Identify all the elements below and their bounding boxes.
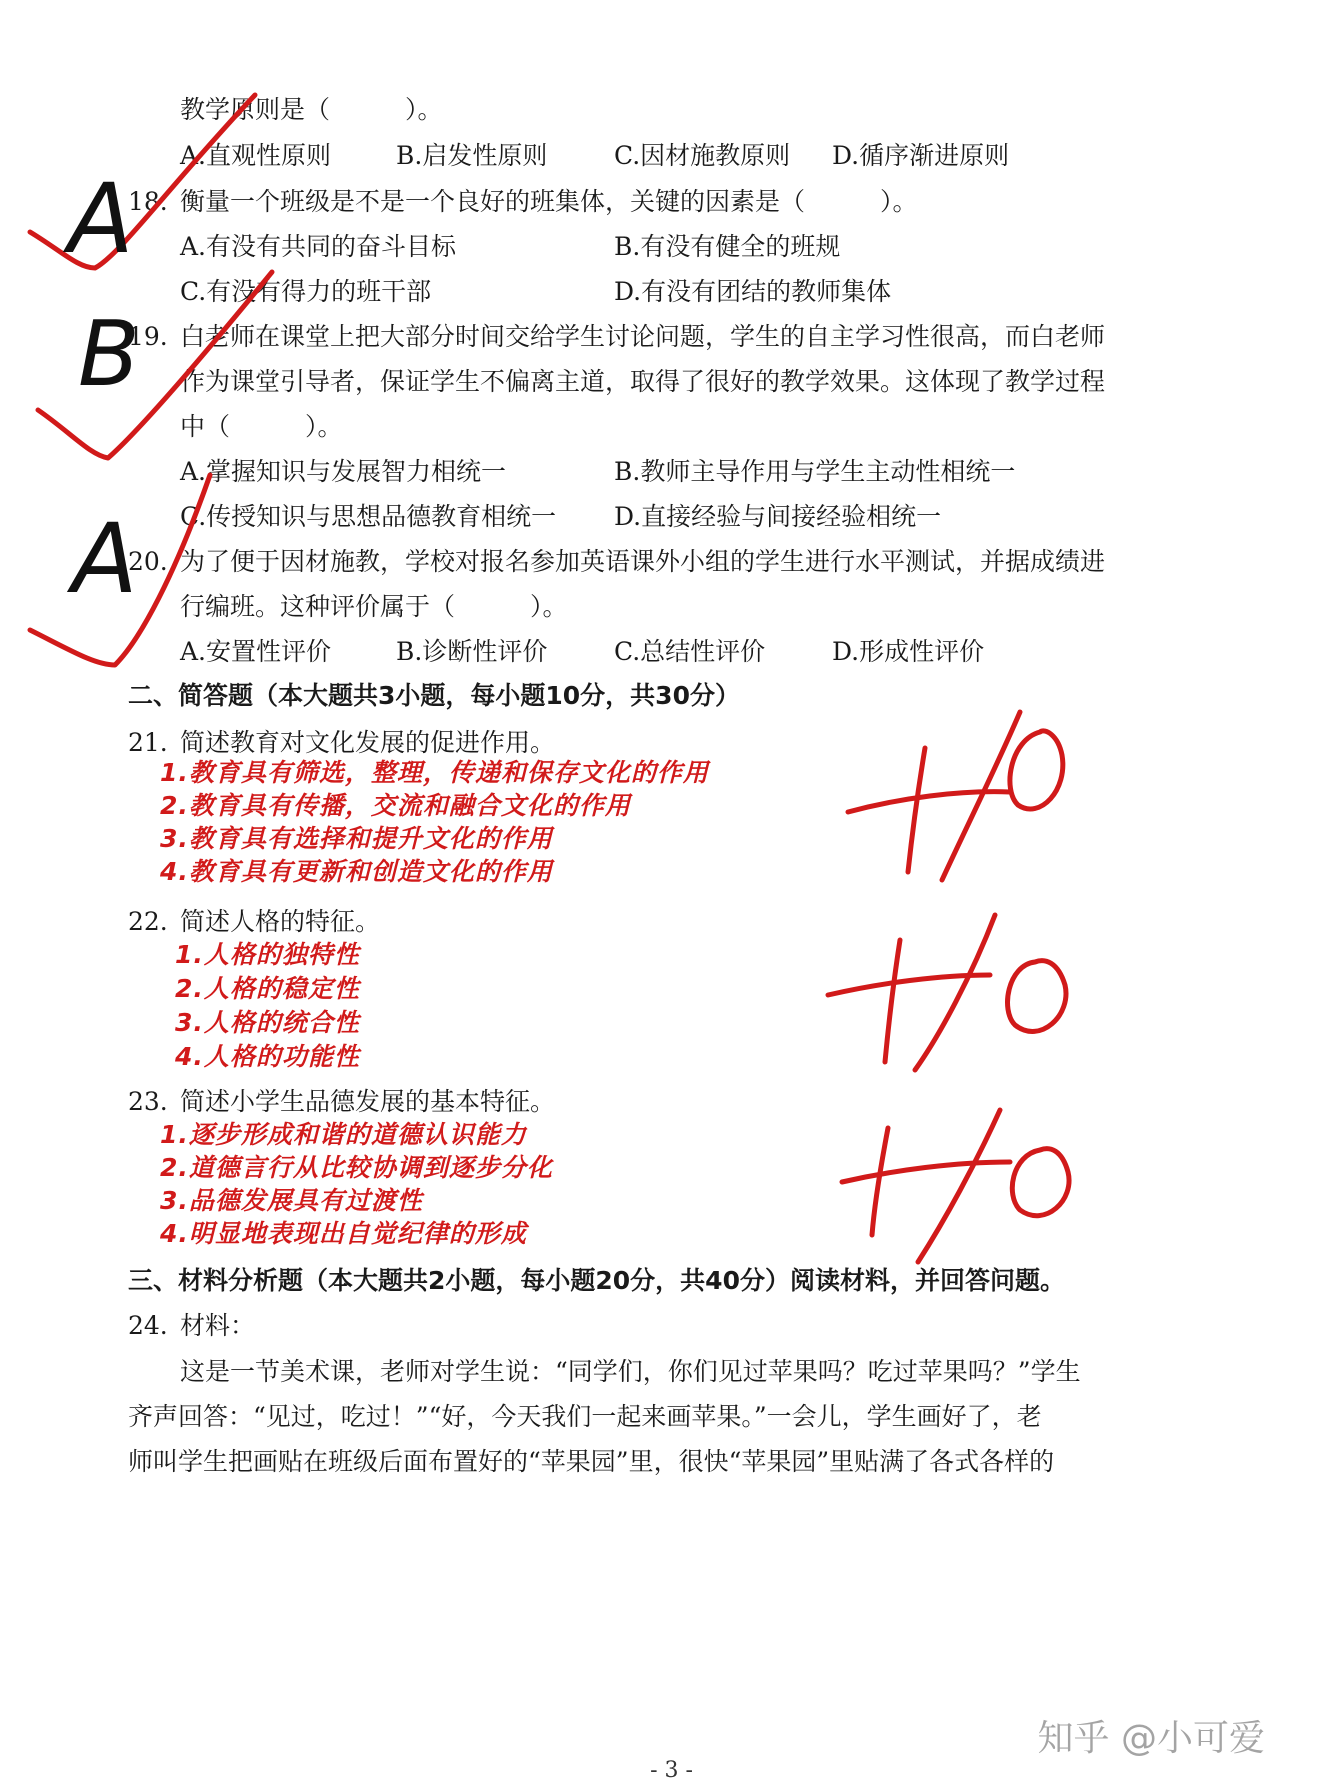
- q24-number: 24.: [128, 1311, 168, 1340]
- q20-option-d: D.形成性评价: [832, 637, 985, 666]
- q21-answer-2: 2.教育具有传播，交流和融合文化的作用: [160, 791, 631, 820]
- q17-option-d: D.循序渐进原则: [832, 141, 1010, 170]
- q22-stem: 简述人格的特征。: [180, 907, 381, 936]
- score-q22-mark: [828, 915, 1066, 1070]
- answer-letter-q19: B: [78, 302, 140, 407]
- q24-material-line-1: 这是一节美术课，老师对学生说：“同学们，你们见过苹果吗？吃过苹果吗？”学生: [180, 1357, 1081, 1386]
- section-2-title: 二、简答题（本大题共3小题，每小题10分，共30分）: [128, 681, 740, 710]
- q18-number: 18.: [128, 187, 168, 216]
- q20-option-a: A.安置性评价: [180, 637, 332, 666]
- q19-stem-line-2: 作为课堂引导者，保证学生不偏离主道，取得了很好的教学效果。这体现了教学过程: [180, 367, 1106, 396]
- q21-answer-3: 3.教育具有选择和提升文化的作用: [160, 824, 553, 853]
- score-q23-mark: [842, 1110, 1069, 1262]
- q19-option-a: A.掌握知识与发展智力相统一: [180, 457, 507, 486]
- q20-option-b: B.诊断性评价: [396, 637, 548, 666]
- q17-option-a: A.直观性原则: [180, 141, 332, 170]
- q21-number: 21.: [128, 728, 168, 757]
- q18-option-c: C.有没有得力的班干部: [180, 277, 432, 306]
- q21-answer-4: 4.教育具有更新和创造文化的作用: [160, 857, 553, 886]
- q18-option-b: B.有没有健全的班规: [614, 232, 841, 261]
- q17-stem-tail: 教学原则是（ ）。: [180, 95, 443, 124]
- answer-letter-q20: A: [72, 503, 138, 615]
- q19-number: 19.: [128, 322, 168, 351]
- q24-material-line-3: 师叫学生把画贴在班级后面布置好的“苹果园”里，很快“苹果园”里贴满了各式各样的: [128, 1447, 1055, 1476]
- q20-stem-line-1: 为了便于因材施教，学校对报名参加英语课外小组的学生进行水平测试，并据成绩进: [180, 547, 1106, 576]
- q22-answer-2: 2.人格的稳定性: [175, 974, 360, 1003]
- q23-answer-3: 3.品德发展具有过渡性: [160, 1186, 423, 1215]
- q19-option-d: D.直接经验与间接经验相统一: [614, 502, 942, 531]
- q20-option-c: C.总结性评价: [614, 637, 766, 666]
- answer-letter-q18: A: [68, 163, 134, 275]
- q24-label: 材料：: [180, 1311, 256, 1340]
- q21-answer-1: 1.教育具有筛选，整理，传递和保存文化的作用: [160, 758, 709, 787]
- q20-number: 20.: [128, 547, 168, 576]
- q23-answer-2: 2.道德言行从比较协调到逐步分化: [160, 1153, 553, 1182]
- q23-stem: 简述小学生品德发展的基本特征。: [180, 1087, 556, 1116]
- q21-stem: 简述教育对文化发展的促进作用。: [180, 728, 556, 757]
- q17-option-c: C.因材施教原则: [614, 141, 791, 170]
- section-3-title: 三、材料分析题（本大题共2小题，每小题20分，共40分）阅读材料，并回答问题。: [128, 1266, 1065, 1295]
- q23-number: 23.: [128, 1087, 168, 1116]
- q22-answer-1: 1.人格的独特性: [175, 940, 360, 969]
- q23-answer-1: 1.逐步形成和谐的道德认识能力: [160, 1120, 527, 1149]
- q19-stem-line-1: 白老师在课堂上把大部分时间交给学生讨论问题，学生的自主学习性很高，而白老师: [180, 322, 1106, 351]
- q24-material-line-2: 齐声回答：“见过，吃过！”“好，今天我们一起来画苹果。”一会儿，学生画好了，老: [128, 1402, 1042, 1431]
- q23-answer-4: 4.明显地表现出自觉纪律的形成: [160, 1219, 527, 1248]
- score-q21-mark: [848, 712, 1063, 880]
- watermark: 知乎 @小可爱: [1037, 1718, 1265, 1759]
- q18-option-a: A.有没有共同的奋斗目标: [180, 232, 457, 261]
- q22-answer-3: 3.人格的统合性: [175, 1008, 360, 1037]
- q19-stem-line-3: 中（ ）。: [180, 412, 343, 441]
- q18-option-d: D.有没有团结的教师集体: [614, 277, 892, 306]
- q22-number: 22.: [128, 907, 168, 936]
- q19-option-b: B.教师主导作用与学生主动性相统一: [614, 457, 1016, 486]
- q20-stem-line-2: 行编班。这种评价属于（ ）。: [180, 592, 568, 621]
- q22-answer-4: 4.人格的功能性: [175, 1042, 360, 1071]
- q17-option-b: B.启发性原则: [396, 141, 548, 170]
- page-number: - 3 -: [650, 1758, 693, 1783]
- q18-stem: 衡量一个班级是不是一个良好的班集体，关键的因素是（ ）。: [180, 187, 918, 216]
- q19-option-c: C.传授知识与思想品德教育相统一: [180, 502, 557, 531]
